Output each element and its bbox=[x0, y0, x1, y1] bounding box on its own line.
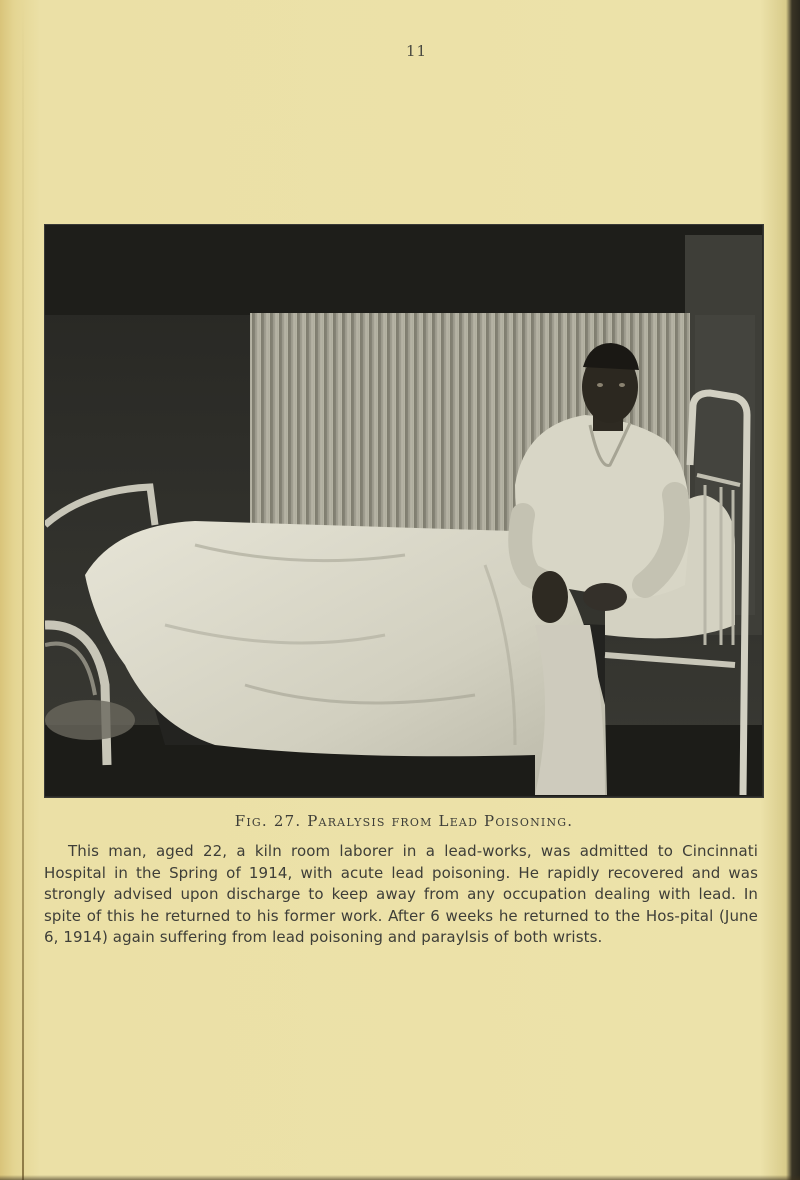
page-gutter bbox=[22, 0, 24, 1180]
figure-caption: Fig. 27. Paralysis from Lead Poisoning. bbox=[234, 812, 574, 830]
left-hand bbox=[532, 571, 568, 623]
hospital-bed-photo bbox=[45, 225, 762, 796]
body-paragraph: This man, aged 22, a kiln room laborer in a lead-works, was admitted to Cincinnati Hospital in the Spring of 1914, with acute lead poisoning. He rapidly recovered and was strongly advised upon discharge to keep away from any occupation dealing with lead. In spite of this he returned to his former work. After 6 weeks he returned to the Hos-pital (June 6, 1914) again suffering from lead poisoning and paraylsis of both wrists. bbox=[44, 842, 758, 946]
page-number: 11 bbox=[406, 42, 428, 60]
page-bottom-edge bbox=[0, 1175, 800, 1180]
figure-photograph bbox=[44, 224, 764, 798]
right-hand bbox=[583, 583, 627, 611]
